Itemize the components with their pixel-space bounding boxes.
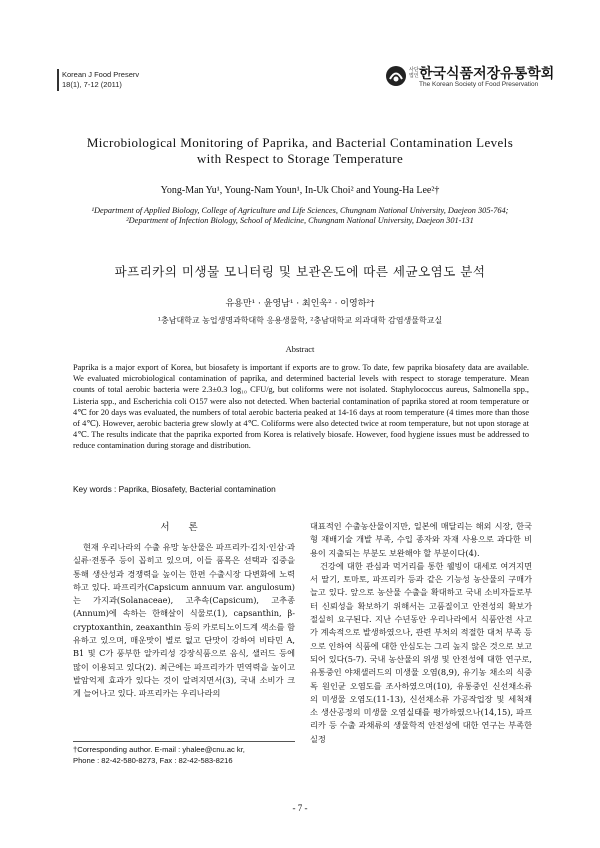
footnote-email: †Corresponding author. E-mail : yhalee@cnu.ac kr, xyxy=(73,745,245,754)
body-column-left xyxy=(73,541,295,701)
corresponding-author-footnote xyxy=(73,744,303,766)
page-number: - 7 - xyxy=(292,803,308,813)
header-rule xyxy=(57,69,59,91)
author-list: Yong-Man Yu¹, Young-Nam Youn¹, In-Uk Choi² and Young-Ha Lee²† xyxy=(160,185,440,196)
keywords: Key words : Paprika, Biosafety, Bacterial contamination xyxy=(73,484,276,494)
abstract-heading: Abstract xyxy=(285,344,315,354)
intro-paragraph-1-continued: 대표적인 수출농산물이지만, 일본에 매달리는 해외 시장, 한국형 재배기술 개발 부족, 수입 종자와 자재 사용으로 과다한 비용이 지출되는 부분도 보완해야 할 부분이다(4). xyxy=(310,521,532,558)
paper-title xyxy=(40,135,560,167)
affiliations xyxy=(40,206,560,226)
intro-paragraph-1: 현재 우리나라의 수출 유망 농산물은 파프리카·김치·인삼·과실류·전통주 등이 꼽히고 있으며, 이들 품목은 선택과 집중을 통해 생산성과 경쟁력을 높이는 한편 수출시장 다변화에 노력하고 있다. 파프리카(Capsicum annuum var. angulosum)는 가지과(Solanaceae), 고추속(Capsicum), 고추종(Annum)에 속하는 한해살이 식물로(1), capsanthin, β-cryptoxanthin, zeaxanthin 등의 카로티노이드계 색소를 함유하고 있으며, 매운맛이 별로 없고 단맛이 강하여 비타민 A, B1 및 C가 풍부한 알카리성 강장식품으로 음식, 샐러드 등에 많이 이용되고 있다(2). 최근에는 파프리카가 면역력을 높이고 발암억제 효과가 있다는 것이 알려지면서(3), 국내 소비가 크게 늘어나고 있다. 파프리카는 우리나라의 xyxy=(73,542,295,699)
body-column-right xyxy=(310,520,532,746)
section-heading-introduction: 서 론 xyxy=(160,522,206,533)
society-small-label: 사단 법인 xyxy=(409,67,419,79)
journal-name: Korean J Food Preserv xyxy=(62,70,140,79)
footnote-rule xyxy=(73,741,295,742)
affiliation-1: ¹Department of Applied Biology, College of Agriculture and Life Sciences, Chungnam National University, Daejeon 305-764; xyxy=(91,206,509,215)
intro-paragraph-2: 건강에 대한 관심과 먹거리를 통한 웰빙이 대세로 여겨지면서 딸기, 토마토, 파프리카 등과 같은 기능성 농산물의 구매가 늘고 있다. 앞으로 농산물 수출을 확대하고 국내 소비자들로부터 신뢰성을 확보하기 위해서는 고품질이고 안전성의 확보가 절실히 요구된다. 지난 수년동안 우리나라에서 식품안전 사고가 계속적으로 발생하였으나, 관련 부처의 적절한 대처 부족 등으로 인하여 식품에 대한 안심도는 그리 높지 않은 것으로 보고되어 있다(5-7). 국내 농산물의 위생 및 안전성에 대한 연구로, 유통중인 야채샐러드의 미생물 오염(8,9), 유기농 채소의 식중독 원인균 오염도를 조사하였으며(10), 유통중인 신선채소류의 미생물 오염도(11-13), 신선채소류 가공작업장 및 세척채소 생산공정의 미생물 오염실태를 평가하였으나(14,15), 파프리카 등 수출 과채류의 생물학적 안전성에 대한 연구는 부족한 실정 xyxy=(310,560,532,744)
title-line-2: with Respect to Storage Temperature xyxy=(196,151,404,166)
society-name-english: The Korean Society of Food Preservation xyxy=(419,81,539,88)
korean-affiliation: ¹충남대학교 농업생명과학대학 응용생물학, ²충남대학교 의과대학 감염생물학교실 xyxy=(157,316,443,325)
affiliation-2: ²Department of Infection Biology, School of Medicine, Chungnam National University, Daejeon 301-131 xyxy=(126,216,474,225)
korean-title: 파프리카의 미생물 모니터링 및 보관온도에 따른 세균오염도 분석 xyxy=(114,264,486,279)
korean-author-list: 유용만¹ · 윤영남¹ · 최인욱² · 이영하²† xyxy=(225,299,375,309)
society-name-korean: 한국식품저장유통학회 xyxy=(419,66,555,82)
society-logo xyxy=(385,63,555,93)
journal-volume: 18(1), 7-12 (2011) xyxy=(62,79,122,89)
abstract-text: Paprika is a major export of Korea, but biosafety is important if exports are to grow. To date, few paprika biosafety data are available. We evaluated microbiological contamination of paprika, and determined bacterial levels with respect to storage temperature. Mean counts of total aerobic bacteria were 2.3±0.3 log₁₀ CFU/g, but coliforms were not isolated. Staphylococcus aureus, Salmonella spp., Listeria spp., and Escherichia coli O157 were also not detected. When bacterial contamination of paprika stored at room temperature or 4℃ for 20 days was evaluated, the numbers of total aerobic bacteria peaked at 14-16 days at room temperature (4 times more than those of 4℃). However, aerobic bacteria grew slowly at 4℃. Coliforms were also detected twice at room temperature, but not upon storage at 4℃. The results indicate that the paprika exported from Korea is relatively biosafe. However, food hygiene issues must be addressed to reduce contamination during storage and distribution. xyxy=(73,363,529,451)
footnote-phone: Phone : 82-42-580-8273, Fax : 82-42-583-8216 xyxy=(73,756,233,765)
title-line-1: Microbiological Monitoring of Paprika, and Bacterial Contamination Levels xyxy=(86,135,514,150)
society-emblem-icon xyxy=(385,65,407,87)
journal-citation xyxy=(62,70,139,89)
